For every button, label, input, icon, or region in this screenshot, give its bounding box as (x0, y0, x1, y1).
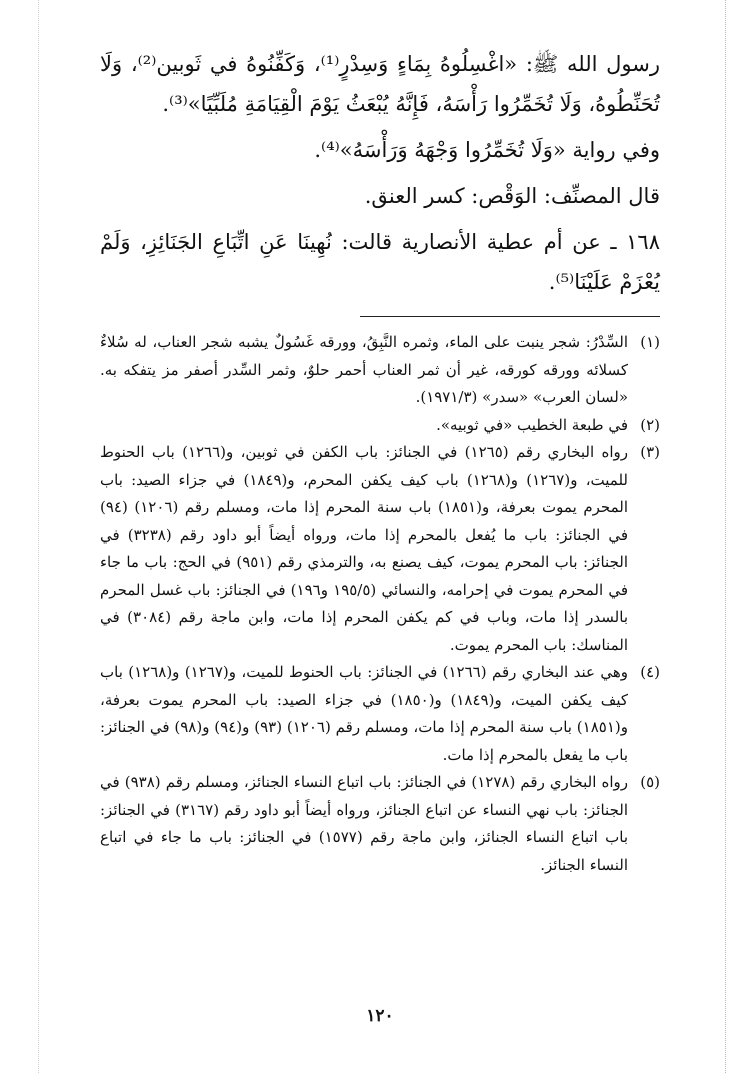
scan-margin-line-right (725, 0, 726, 1073)
page-number: ١٢٠ (366, 1006, 394, 1026)
footnote-number: (١) (640, 333, 660, 351)
book-page (100, 44, 660, 1026)
main-text (100, 44, 660, 302)
hadith-168-paragraph: ١٦٨ ـ عن أم عطية الأنصارية قالت: نُهِينَا عَنِ اتِّبَاعِ الجَنَائِزِ، وَلَمْ يُعْزَمْ عَلَيْنَا⁽⁵⁾. (100, 230, 660, 294)
footnote-text: رواه البخاري رقم (١٢٦٥) في الجنائز: باب الكفن في ثوبين، و(١٢٦٦) باب الحنوط للميت، و(١٢٦٧) و(١٢٦٨) باب كيف يكفن المحرم، و(١٨٤٩) في جزاء الصيد: باب المحرم يموت بعرفة، و(١٨٥١) باب سنة المحرم إذا مات، ومسلم رقم (١٢٠٦) (٩٤) في الجنائز: باب ما يُفعل بالمحرم إذا مات، ورواه أيضاً أبو داود رقم (٣٢٣٨) في الجنائز: باب المحرم يموت، كيف يصنع به، والترمذي رقم (٩٥١) في الحج: باب ما جاء في المحرم يموت في إحرامه، والنسائي (١٩٥/٥ و١٩٦) في الجنائز: باب غسل المحرم بالسدر إذا مات، وباب في كم يكفن المحرم إذا مات، وابن ماجة رقم (٣٠٨٤) في المناسك: باب المحرم يموت. (100, 443, 628, 654)
footnote-text: وهي عند البخاري رقم (١٢٦٦) في الجنائز: باب الحنوط للميت، و(١٢٦٧) و(١٢٦٨) باب كيف يكفن الميت، و(١٨٤٩) و(١٨٥٠) في جزاء الصيد: باب المحرم يموت بعرفة، و(١٨٥١) باب سنة المحرم إذا مات، ومسلم رقم (١٢٠٦) (٩٣) و(٩٤) و(٩٨) في الجنائز: باب ما يفعل بالمحرم إذا مات. (100, 663, 628, 764)
footnote-separator (360, 316, 660, 317)
author-note-paragraph: قال المصنِّف: الوَقْص: كسر العنق. (364, 184, 660, 208)
footnote-3 (100, 439, 660, 659)
footnote-text: رواه البخاري رقم (١٢٧٨) في الجنائز: باب اتباع النساء الجنائز، ومسلم رقم (٩٣٨) في الجنائز: باب نهي النساء عن اتباع الجنائز، ورواه أيضاً أبو داود رقم (٣١٦٧) في الجنائز: باب اتباع النساء الجنائز، وابن ماجة رقم (١٥٧٧) في الجنائز: باب ما جاء في اتباع النساء الجنائز. (100, 773, 629, 874)
variant-narration-paragraph: وفي رواية «وَلَا تُخَمِّرُوا وَجْهَهُ وَرَأْسَهُ»⁽⁴⁾. (314, 138, 660, 162)
footnote-2 (100, 412, 660, 440)
footnote-text: في طبعة الخطيب «في ثوبيه». (436, 415, 628, 434)
footnote-number: (٢) (640, 415, 660, 434)
footnote-number: (٣) (640, 443, 660, 461)
footnote-5 (100, 769, 660, 879)
footnote-number: (٥) (640, 773, 660, 791)
footnote-number: (٤) (640, 663, 660, 681)
footnotes (100, 329, 660, 879)
footnote-4 (100, 659, 660, 769)
scan-margin-line-left (38, 0, 39, 1073)
footnote-1 (100, 329, 660, 412)
footnote-text: السِّدْرُ: شجر ينبت على الماء، وثمره النَّبِقُ، وورقه غَسُولٌ يشبه شجر العناب، له سُلاءٌ كسلائه وورقه كورقه، غير أن ثمر العناب أحمر حلوٌ، وثمر السِّدر أصفر مز يتفكه به. «لسان العرب» «سدر» (١٩٧١/٣). (100, 333, 628, 406)
hadith-continuation-paragraph: رسول الله ﷺ: «اغْسِلُوهُ بِمَاءٍ وَسِدْرٍ⁽¹⁾، وَكَفِّنُوهُ في ثَوبين⁽²⁾، وَلَا تُحَنِّطُوهُ، وَلَا تُخَمِّرُوا رَأْسَهُ، فَإِنَّهُ يُبْعَثُ يَوْمَ الْقِيَامَةِ مُلَبِّيًا»⁽³⁾. (100, 52, 660, 116)
